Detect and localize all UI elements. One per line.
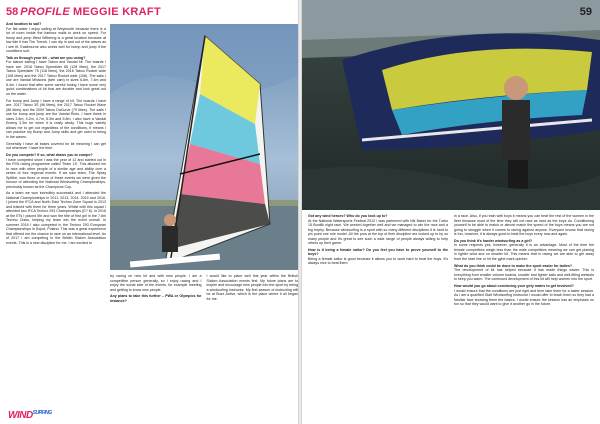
page-number-right: 59	[579, 6, 592, 18]
answer-text: As a team we won incredibly successful and I attended the National Championships in 2011, 2013, 2014, 2015 and 2016. I joined the IFCA and North East Techno Zone Squad in 2013 and trained with them for three years. Whilst with this squad I attended two IFCA Techno 293 Championships (E? 6). In 2016 at the ETs I placed 5th and won the title of first girl in the 7.8m Techno Class, helping my team win the event overall. In summer 2016 I also competed in the Techno 293 European Championships in Sopot, Poland. This was a great experience that offered me the chance to race on an international level. As of 2017 I am competing in the British Slalom Association events. This is a new discipline for me. I am excited to	[6, 191, 106, 245]
article-paragraph	[454, 284, 594, 307]
left-column-1	[6, 22, 106, 248]
article-paragraph	[308, 248, 448, 266]
right-column-1	[308, 214, 448, 268]
photo-windsurfer-sail	[110, 24, 298, 270]
article-paragraph	[454, 239, 594, 262]
left-page	[0, 0, 298, 424]
article-paragraph	[6, 191, 106, 245]
article-name: MEGGIE KRAFT	[73, 6, 161, 18]
article-paragraph	[110, 274, 202, 292]
answer-text: in a race. Also, if you train with boys it means you can beat the rest of the women in the fleet because most of the time they will not race as hard as the boys do. Conditioning yourself to be able to match or almost match the speed of the boys means you are not going to struggle when it comes to racing against anyone. Everyone knows that racing is fun, however, it is always good to beat the boys every now and again.	[454, 214, 594, 236]
answer-text: For flat water I enjoy sailing at Weymouth because there is a lot of room inside the harbour walls to work on speed. For bump and jump West Wittering is a great location because at low tide it has The Trench. I can dip in and out of the waves as I see fit. Eastbourne also works well for bump and jump if the conditions suit.	[6, 26, 106, 53]
answer-text: At the National Watersports Festival 2012 I was partnered with Nik Baker for the Turbo 15 Bootlik night race. We worked together well and we managed to win the race and a big trophy. Because windsurfing is a sport with so many different disciplines it is hard to pin point one role model. All the pros at the top of their discipline are looked up to by so many people and it's great to see such a wide range of people always willing to help others up their game.	[308, 218, 448, 245]
article-paragraph	[308, 214, 448, 246]
page-header	[6, 6, 161, 18]
answer-text: For bump and Jump I have a range of kit. The boards I have are: 2017 Tabou 3S (96 litres), the 2017 Tabou Rocket Wave (86 litres) and the 2009 Tabou DaCurve (79 litres). The sails I use for bump and jump are the Vandal Riots. I have these in sizes 3.6m, 4.2m, 4.7m, 5.3m and 5.8m. I also have a Vandal Enemy 3.3m for when it is really windy. This huge variety allows me to get out regardless of the conditions, it means I can practice my Bump and Jump skills and get used to being in the waves.	[6, 98, 106, 139]
article-paragraph	[454, 264, 594, 282]
question-heading: Do you think it's harder windsurfing as a girl?	[454, 238, 533, 243]
article-paragraph	[6, 153, 106, 189]
answer-text: For slalom sailing I have Tabou and Vandal kit. The boards I have are: 2016 Tabou Speedster 85 (128 litres), the 2017 Tabou Speedster 75 (118 litres), the 2016 Tabou Rocket wide (108 litres) and the 2017 Tabou Rocket wide (108). The sails I use are Vandal Missions (twin cam) in sizes 6.8m, 7.4m and 8.4m. I found that after some careful tuning I have some very quick combinations of kit that are durable and look great out on the water.	[6, 60, 106, 96]
answer-text: I would like to place well this year within the British Slalom Association events first. My future plans are to inspire and encourage new people into the sport by being a windsurfing instructor. My first season of instructing will be at Buzz Active, which is the place where it all began for me.	[206, 274, 298, 301]
question-heading: And location to sail?	[6, 22, 42, 26]
answer-text: The development of kit has helped because it has made things easier. This is everything from smaller volume boards, smaller and lighter sails and well-fitting wetsuits to keep you warm. The continued development of this kit will help women into the sport.	[454, 268, 594, 282]
left-column-2	[110, 274, 298, 303]
photo-windsurfer-water	[302, 0, 600, 210]
answer-text: Being a female sailor is good because it allows you to work hard to beat the boys. It's always nice to beat them	[308, 256, 448, 266]
answer-text: try racing on new kit and with new people. I am a competitive person generally, so I enjoy racing and I enjoy the social side of the events, for example meeting and getting to know new people.	[110, 274, 202, 292]
answer-text: Generally I have all bases covered for kit meaning I can get out whenever I have the time.	[6, 141, 106, 151]
logo-sub: SURFING	[32, 410, 52, 416]
question-heading: How would you go about convincing your girly mates to get involved?	[454, 284, 574, 289]
answer-text: In some respects yes, however, generally it is an advantage. Most of the time the female competitors weigh less than the male competitors meaning we can get planing in lighter wind and on smaller kit. This means that in racing we are able to get away from the start line or hit the gybe mark quicker.	[454, 243, 594, 261]
article-paragraph	[6, 99, 106, 140]
question-heading: Talk us through your kit – what are you using?	[6, 55, 86, 60]
question-heading: Do you compete? If so, what draws you to compe?	[6, 153, 93, 158]
article-paragraph	[6, 56, 106, 97]
right-page	[302, 0, 600, 424]
article-paragraph	[6, 22, 106, 54]
question-heading: How is it being a female sailor? Do you feel you have to prove yourself to the boys?	[308, 247, 448, 257]
question-heading: What do you think could be done to make the sport easier for ladies?	[454, 263, 573, 268]
page-number-left: 58	[6, 6, 19, 18]
answer-text: I have competed since I was the year of 12 and started out in the RYA racing programme called 'Team 15'. This allowed me to race with other people of a similar age and ability over a series of four regional events. If we saw team, The Spray Spitfire, won three or more of these events we were given the honour of attending the National Windsurfing Championships, previously known as the Champions Cup.	[6, 157, 106, 189]
logo-main: WIND	[8, 410, 33, 421]
article-paragraph	[6, 142, 106, 151]
answer-text: I would ensure that the conditions are just right and then take them for a taster session. As I am a qualified Start Windsurfing Instructor I would offer to teach them so they had a familiar face showing them the basics. I would ensure the session has an emphasis on fun so that they would want to give it another go in the future.	[454, 288, 594, 307]
question-heading: Got any wind heroes? Who do you look up to?	[308, 214, 388, 218]
windsurfing-logo	[8, 410, 52, 421]
question-heading: Any plans to take this further – PWA or Olympics for instance?	[110, 294, 202, 303]
article-paragraph	[454, 214, 594, 237]
right-column-2	[454, 214, 594, 309]
section-title: PROFILE	[20, 6, 71, 18]
